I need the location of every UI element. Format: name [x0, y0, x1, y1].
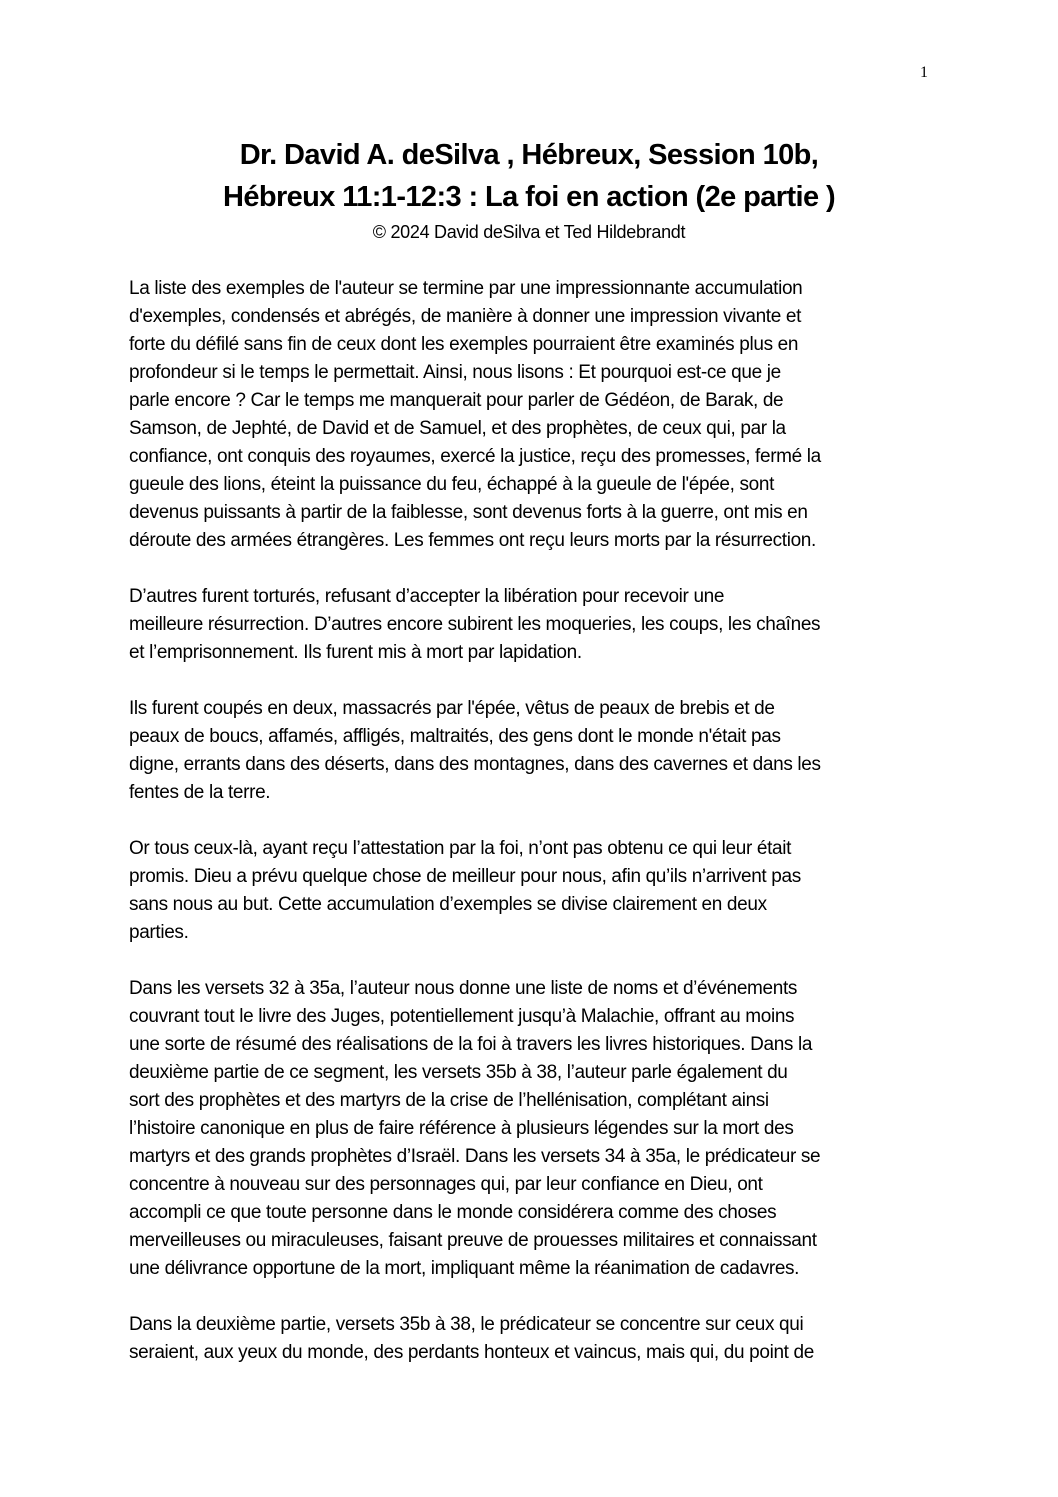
text-line: merveilleuses ou miraculeuses, faisant preuve de prouesses militaires et connaissant	[129, 1230, 817, 1251]
text-line: deuxième partie de ce segment, les versets 35b à 38, l’auteur parle également du	[129, 1062, 788, 1083]
paragraph	[129, 1311, 949, 1367]
text-line: Ils furent coupés en deux, massacrés par l'épée, vêtus de peaux de brebis et de	[129, 698, 775, 719]
text-line: D’autres furent torturés, refusant d’accepter la libération pour recevoir une	[129, 586, 725, 607]
text-line: Dans les versets 32 à 35a, l’auteur nous donne une liste de noms et d’événements	[129, 978, 798, 999]
text-line: peaux de boucs, affamés, affligés, maltraités, des gens dont le monde n'était pas	[129, 726, 781, 747]
text-line: couvrant tout le livre des Juges, potentiellement jusqu’à Malachie, offrant au moins	[129, 1006, 795, 1027]
text-line: profondeur si le temps le permettait. Ainsi, nous lisons : Et pourquoi est-ce que je	[129, 362, 781, 383]
text-line: sans nous au but. Cette accumulation d’exemples se divise clairement en deux	[129, 894, 767, 915]
text-line: meilleure résurrection. D’autres encore subirent les moqueries, les coups, les chaînes	[129, 614, 821, 635]
text-line: confiance, ont conquis des royaumes, exercé la justice, reçu des promesses, fermé la	[129, 446, 821, 467]
paragraph	[129, 583, 949, 667]
paragraph	[129, 275, 949, 555]
text-line: martyrs et des grands prophètes d’Israël. Dans les versets 34 à 35a, le prédicateur se	[129, 1146, 821, 1167]
text-line: sort des prophètes et des martyrs de la crise de l’hellénisation, complétant ainsi	[129, 1090, 769, 1111]
paragraph	[129, 835, 949, 947]
text-line: Or tous ceux-là, ayant reçu l’attestation par la foi, n’ont pas obtenu ce qui leur était	[129, 838, 792, 859]
text-line: forte du défilé sans fin de ceux dont les exemples pourraient être examinés plus en	[129, 334, 799, 355]
text-line: Dans la deuxième partie, versets 35b à 38, le prédicateur se concentre sur ceux qui	[129, 1314, 804, 1335]
text-line: devenus puissants à partir de la faiblesse, sont devenus forts à la guerre, ont mis en	[129, 502, 808, 523]
text-line: parle encore ? Car le temps me manquerait pour parler de Gédéon, de Barak, de	[129, 390, 784, 411]
text-line: une délivrance opportune de la mort, impliquant même la réanimation de cadavres.	[129, 1258, 800, 1279]
paragraph	[129, 695, 949, 807]
document-title	[0, 134, 1058, 218]
paragraph	[129, 975, 949, 1283]
title-line: Dr. David A. deSilva , Hébreux, Session 10b,	[239, 139, 819, 171]
text-line: concentre à nouveau sur des personnages qui, par leur confiance en Dieu, ont	[129, 1174, 763, 1195]
text-line: digne, errants dans des déserts, dans des montagnes, dans des cavernes et dans les	[129, 754, 821, 775]
text-line: une sorte de résumé des réalisations de la foi à travers les livres historiques. Dans la	[129, 1034, 813, 1055]
text-line: l’histoire canonique en plus de faire référence à plusieurs légendes sur la mort des	[129, 1118, 794, 1139]
text-line: fentes de la terre.	[129, 782, 271, 803]
text-line: La liste des exemples de l'auteur se termine par une impressionnante accumulation	[129, 278, 803, 299]
title-line: Hébreux 11:1-12:3 : La foi en action (2e partie )	[222, 181, 835, 213]
text-line: et l’emprisonnement. Ils furent mis à mort par lapidation.	[129, 642, 582, 663]
text-line: parties.	[129, 922, 189, 943]
text-line: gueule des lions, éteint la puissance du feu, échappé à la gueule de l'épée, sont	[129, 474, 775, 495]
page-number: 1	[920, 64, 928, 81]
text-line: déroute des armées étrangères. Les femmes ont reçu leurs morts par la résurrection.	[129, 530, 816, 551]
text-line: promis. Dieu a prévu quelque chose de meilleur pour nous, afin qu’ils n’arrivent pas	[129, 866, 801, 887]
copyright: © 2024 David deSilva et Ted Hildebrandt	[372, 222, 686, 242]
document-body	[129, 275, 949, 1395]
text-line: Samson, de Jephté, de David et de Samuel, et des prophètes, de ceux qui, par la	[129, 418, 786, 439]
text-line: d'exemples, condensés et abrégés, de manière à donner une impression vivante et	[129, 306, 802, 327]
text-line: accompli ce que toute personne dans le monde considérera comme des choses	[129, 1202, 777, 1223]
text-line: seraient, aux yeux du monde, des perdants honteux et vaincus, mais qui, du point de	[129, 1342, 814, 1363]
